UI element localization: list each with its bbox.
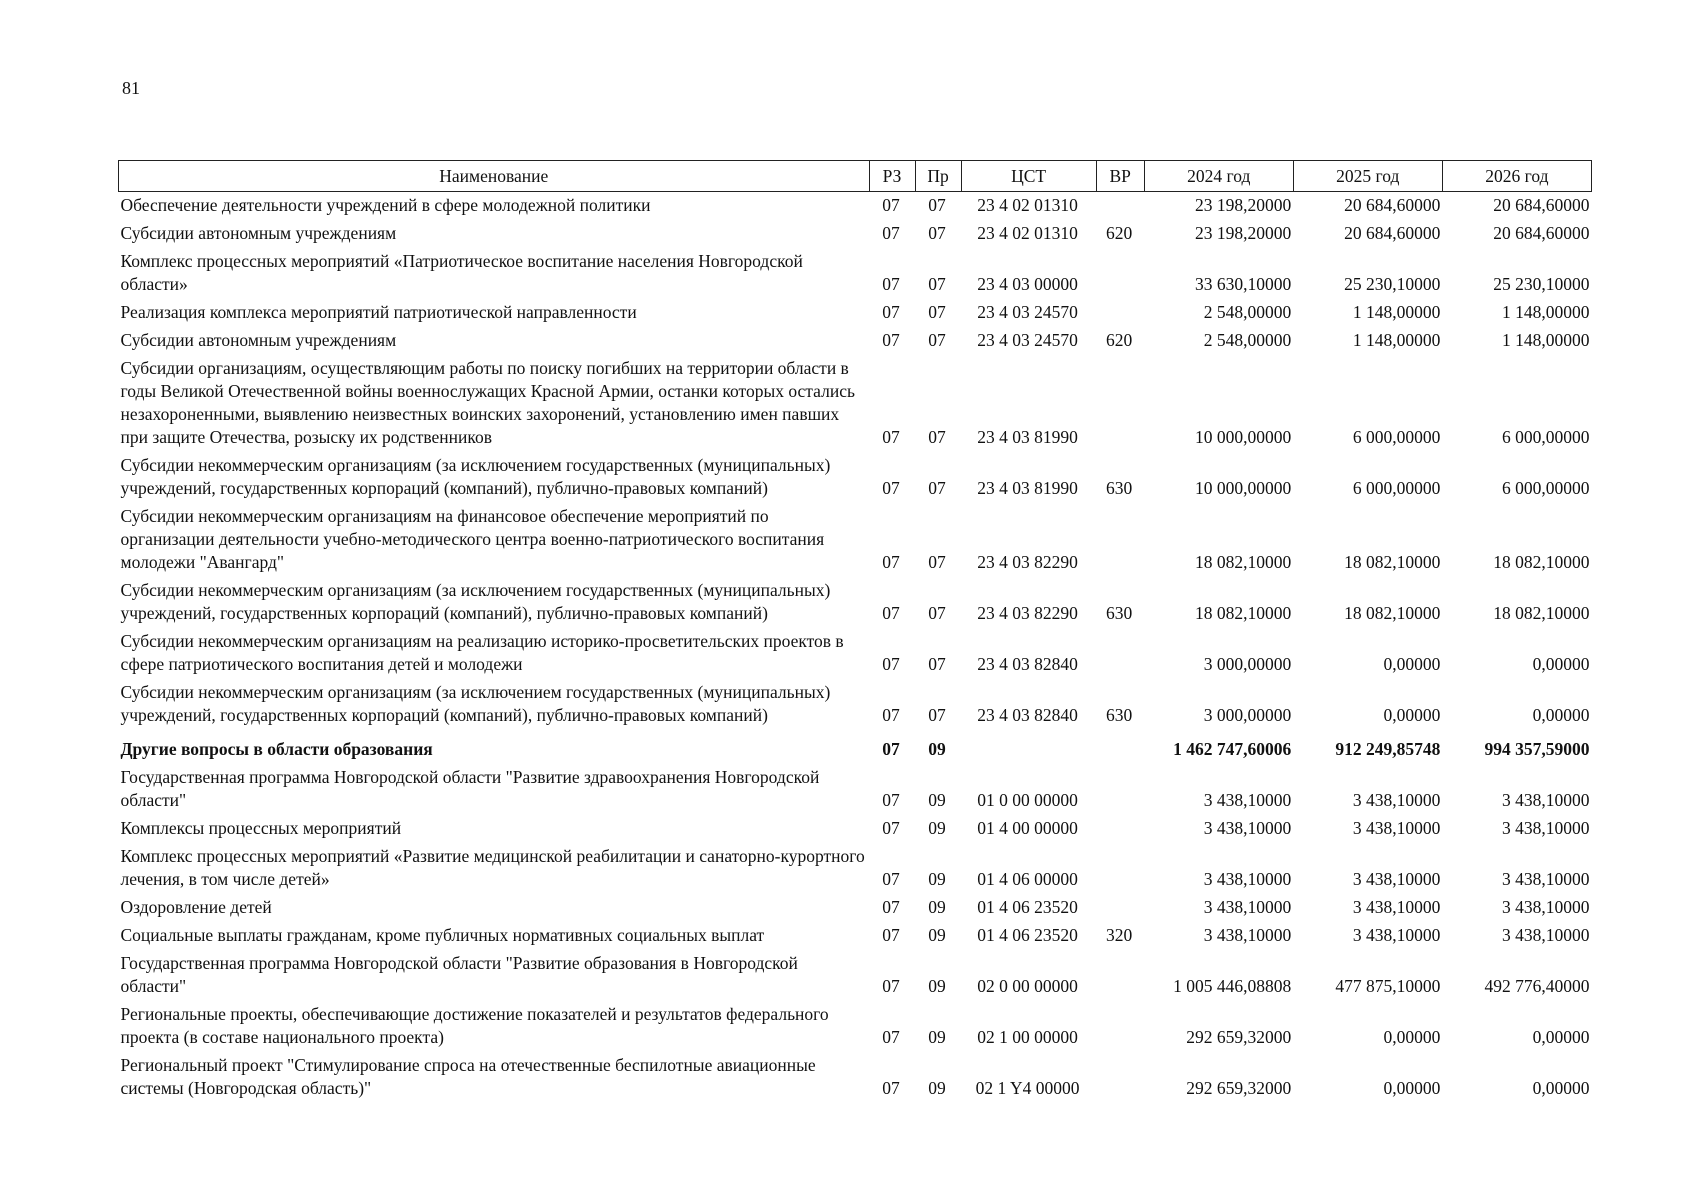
cell-2026: 0,00000 xyxy=(1532,1078,1590,1098)
cell-name: Реализация комплекса мероприятий патриотической направленности xyxy=(120,302,637,322)
cell-pr: 09 xyxy=(928,925,946,945)
cell-2024: 3 438,10000 xyxy=(1203,818,1292,838)
cell-pr: 09 xyxy=(928,739,946,759)
cell-2026: 3 438,10000 xyxy=(1502,790,1590,810)
table-row xyxy=(119,730,1592,764)
cell-vr xyxy=(1096,503,1144,577)
cell-rz: 07 xyxy=(882,790,900,810)
cell-pr: 07 xyxy=(928,705,946,725)
cell-cst: 01 4 00 00000 xyxy=(977,818,1078,838)
cell-2024: 3 000,00000 xyxy=(1203,654,1292,674)
cell-rz: 07 xyxy=(882,739,900,759)
page-number: 81 xyxy=(122,78,140,98)
cell-pr: 07 xyxy=(928,654,946,674)
cell-2026: 1 148,00000 xyxy=(1502,302,1590,322)
cell-2026: 1 148,00000 xyxy=(1502,330,1590,350)
cell-pr: 07 xyxy=(928,302,946,322)
cell-2025: 0,00000 xyxy=(1383,654,1441,674)
cell-2025: 0,00000 xyxy=(1383,705,1441,725)
cell-2024: 18 082,10000 xyxy=(1195,552,1292,572)
cell-2025: 1 148,00000 xyxy=(1352,302,1441,322)
cell-2024: 1 005 446,08808 xyxy=(1173,976,1292,996)
cell-pr: 07 xyxy=(928,427,946,447)
cell-cst: 23 4 03 82840 xyxy=(977,705,1078,725)
cell-pr: 09 xyxy=(928,869,946,889)
header-rz: РЗ xyxy=(869,161,915,192)
cell-2024: 23 198,20000 xyxy=(1195,195,1292,215)
cell-vr: 620 xyxy=(1106,223,1133,243)
cell-2024: 2 548,00000 xyxy=(1203,330,1292,350)
cell-cst: 23 4 03 81990 xyxy=(977,427,1078,447)
budget-table xyxy=(118,160,1592,1103)
cell-rz: 07 xyxy=(882,302,900,322)
cell-2025: 477 875,10000 xyxy=(1335,976,1441,996)
cell-2024: 3 438,10000 xyxy=(1203,925,1292,945)
table-row xyxy=(119,248,1592,299)
cell-vr xyxy=(1096,355,1144,452)
table-row xyxy=(119,192,1592,221)
cell-pr: 09 xyxy=(928,790,946,810)
cell-2024: 292 659,32000 xyxy=(1186,1027,1292,1047)
cell-cst: 01 4 06 23520 xyxy=(977,925,1078,945)
cell-vr xyxy=(1096,299,1144,327)
cell-cst: 23 4 03 82290 xyxy=(977,603,1078,623)
cell-cst: 23 4 03 24570 xyxy=(977,330,1078,350)
cell-rz: 07 xyxy=(882,869,900,889)
cell-2025: 20 684,60000 xyxy=(1344,195,1441,215)
cell-pr: 09 xyxy=(928,1078,946,1098)
cell-vr xyxy=(1096,843,1144,894)
cell-2024: 3 438,10000 xyxy=(1203,869,1292,889)
cell-cst: 23 4 02 01310 xyxy=(977,223,1078,243)
cell-2026: 6 000,00000 xyxy=(1502,427,1590,447)
cell-name: Субсидии некоммерческим организациям (за исключением государственных (муниципальных) учреждений, государственных корпораций (компаний), публично-правовых компаний) xyxy=(120,682,831,725)
cell-2025: 3 438,10000 xyxy=(1352,869,1441,889)
cell-cst: 23 4 03 82290 xyxy=(977,552,1078,572)
cell-pr: 07 xyxy=(928,478,946,498)
cell-2024: 292 659,32000 xyxy=(1186,1078,1292,1098)
cell-2024: 10 000,00000 xyxy=(1195,427,1292,447)
cell-cst: 01 4 06 00000 xyxy=(977,869,1078,889)
cell-name: Государственная программа Новгородской области "Развитие здравоохранения Новгородской области" xyxy=(120,767,820,810)
cell-pr: 07 xyxy=(928,223,946,243)
cell-vr xyxy=(1096,248,1144,299)
table-row xyxy=(119,950,1592,1001)
cell-name: Субсидии некоммерческим организациям (за исключением государственных (муниципальных) учреждений, государственных корпораций (компаний), публично-правовых компаний) xyxy=(120,580,831,623)
cell-2025: 3 438,10000 xyxy=(1352,925,1441,945)
table-row xyxy=(119,764,1592,815)
table-row xyxy=(119,894,1592,922)
cell-vr xyxy=(1096,1001,1144,1052)
cell-2024: 18 082,10000 xyxy=(1195,603,1292,623)
cell-2025: 0,00000 xyxy=(1383,1027,1441,1047)
cell-vr xyxy=(1096,894,1144,922)
cell-rz: 07 xyxy=(882,654,900,674)
cell-vr xyxy=(1096,730,1144,764)
cell-name: Обеспечение деятельности учреждений в сфере молодежной политики xyxy=(120,195,651,215)
cell-vr xyxy=(1096,192,1144,221)
cell-cst: 23 4 03 00000 xyxy=(977,274,1078,294)
cell-rz: 07 xyxy=(882,897,900,917)
cell-name: Государственная программа Новгородской области "Развитие образования в Новгородской области" xyxy=(120,953,798,996)
header-pr: Пр xyxy=(915,161,961,192)
table-row xyxy=(119,843,1592,894)
cell-2026: 3 438,10000 xyxy=(1502,818,1590,838)
cell-vr xyxy=(1096,764,1144,815)
cell-name: Субсидии некоммерческим организациям (за исключением государственных (муниципальных) учреждений, государственных корпораций (компаний), публично-правовых компаний) xyxy=(120,455,831,498)
cell-vr: 630 xyxy=(1106,705,1133,725)
cell-name: Региональный проект "Стимулирование спроса на отечественные беспилотные авиационные системы (Новгородская область)" xyxy=(120,1055,816,1098)
cell-2026: 25 230,10000 xyxy=(1493,274,1590,294)
cell-2026: 492 776,40000 xyxy=(1484,976,1590,996)
table-row xyxy=(119,452,1592,503)
cell-name: Социальные выплаты гражданам, кроме публичных нормативных социальных выплат xyxy=(120,925,765,945)
cell-2026: 0,00000 xyxy=(1532,1027,1590,1047)
table-row xyxy=(119,577,1592,628)
cell-2025: 3 438,10000 xyxy=(1352,818,1441,838)
cell-2026: 0,00000 xyxy=(1532,654,1590,674)
cell-vr xyxy=(1096,1052,1144,1103)
cell-2025: 1 148,00000 xyxy=(1352,330,1441,350)
cell-pr: 07 xyxy=(928,603,946,623)
table-row xyxy=(119,922,1592,950)
table-row xyxy=(119,628,1592,679)
cell-name: Оздоровление детей xyxy=(120,897,272,917)
cell-rz: 07 xyxy=(882,552,900,572)
table-row xyxy=(119,299,1592,327)
cell-2024: 33 630,10000 xyxy=(1195,274,1292,294)
cell-2026: 20 684,60000 xyxy=(1493,195,1590,215)
cell-2026: 0,00000 xyxy=(1532,705,1590,725)
cell-2026: 3 438,10000 xyxy=(1502,869,1590,889)
table-row xyxy=(119,1052,1592,1103)
cell-2025: 3 438,10000 xyxy=(1352,790,1441,810)
cell-rz: 07 xyxy=(882,705,900,725)
cell-2025: 25 230,10000 xyxy=(1344,274,1441,294)
cell-rz: 07 xyxy=(882,1078,900,1098)
cell-rz: 07 xyxy=(882,976,900,996)
cell-2024: 23 198,20000 xyxy=(1195,223,1292,243)
cell-rz: 07 xyxy=(882,195,900,215)
table-row xyxy=(119,1001,1592,1052)
cell-2024: 3 438,10000 xyxy=(1203,790,1292,810)
header-name: Наименование xyxy=(119,161,870,192)
cell-name: Другие вопросы в области образования xyxy=(120,739,433,759)
cell-2025: 6 000,00000 xyxy=(1352,427,1441,447)
cell-cst: 23 4 03 82840 xyxy=(977,654,1078,674)
cell-name: Региональные проекты, обеспечивающие достижение показателей и результатов федерального проекта (в составе национального проекта) xyxy=(120,1004,829,1047)
cell-2026: 3 438,10000 xyxy=(1502,925,1590,945)
cell-name: Субсидии организациям, осуществляющим работы по поиску погибших на территории области в годы Великой Отечественной войны военнослужащих Красной Армии, останки которых остались незахороненными, выявлению неизвестных воинских захоронений, установлению имен павших при защите Отечества, розыску их родственников xyxy=(120,358,855,447)
cell-vr xyxy=(1096,950,1144,1001)
cell-pr: 09 xyxy=(928,976,946,996)
header-cst: ЦСТ xyxy=(961,161,1096,192)
table-row xyxy=(119,355,1592,452)
cell-pr: 07 xyxy=(928,552,946,572)
cell-2025: 3 438,10000 xyxy=(1352,897,1441,917)
table-body xyxy=(119,192,1592,1104)
cell-2024: 1 462 747,60006 xyxy=(1173,739,1292,759)
cell-2026: 3 438,10000 xyxy=(1502,897,1590,917)
cell-rz: 07 xyxy=(882,1027,900,1047)
header-2026: 2026 год xyxy=(1442,161,1591,192)
cell-vr xyxy=(1096,628,1144,679)
cell-pr: 09 xyxy=(928,897,946,917)
cell-name: Субсидии автономным учреждениям xyxy=(120,223,397,243)
cell-2026: 18 082,10000 xyxy=(1493,552,1590,572)
table-header-row xyxy=(119,161,1592,192)
cell-cst: 02 1 00 00000 xyxy=(977,1027,1078,1047)
cell-name: Субсидии автономным учреждениям xyxy=(120,330,397,350)
cell-rz: 07 xyxy=(882,427,900,447)
cell-rz: 07 xyxy=(882,818,900,838)
cell-pr: 07 xyxy=(928,330,946,350)
cell-cst: 01 0 00 00000 xyxy=(977,790,1078,810)
cell-cst: 23 4 03 81990 xyxy=(977,478,1078,498)
cell-rz: 07 xyxy=(882,274,900,294)
cell-2025: 912 249,85748 xyxy=(1335,739,1441,759)
cell-vr: 630 xyxy=(1106,478,1133,498)
cell-2025: 18 082,10000 xyxy=(1344,552,1441,572)
header-2025: 2025 год xyxy=(1293,161,1442,192)
cell-rz: 07 xyxy=(882,478,900,498)
table-row xyxy=(119,327,1592,355)
cell-2024: 3 000,00000 xyxy=(1203,705,1292,725)
cell-rz: 07 xyxy=(882,925,900,945)
cell-cst: 23 4 02 01310 xyxy=(977,195,1078,215)
cell-2026: 994 357,59000 xyxy=(1484,739,1590,759)
table-row xyxy=(119,220,1592,248)
cell-2025: 0,00000 xyxy=(1383,1078,1441,1098)
header-2024: 2024 год xyxy=(1144,161,1293,192)
table-row xyxy=(119,503,1592,577)
cell-pr: 09 xyxy=(928,818,946,838)
cell-rz: 07 xyxy=(882,603,900,623)
cell-2026: 6 000,00000 xyxy=(1502,478,1590,498)
cell-2026: 20 684,60000 xyxy=(1493,223,1590,243)
cell-name: Комплекс процессных мероприятий «Развитие медицинской реабилитации и санаторно-курортного лечения, в том числе детей» xyxy=(120,846,865,889)
cell-2025: 6 000,00000 xyxy=(1352,478,1441,498)
cell-cst: 02 1 Y4 00000 xyxy=(975,1078,1080,1098)
cell-2024: 10 000,00000 xyxy=(1195,478,1292,498)
cell-pr: 07 xyxy=(928,195,946,215)
cell-rz: 07 xyxy=(882,223,900,243)
cell-2024: 2 548,00000 xyxy=(1203,302,1292,322)
cell-name: Комплексы процессных мероприятий xyxy=(120,818,402,838)
cell-2025: 18 082,10000 xyxy=(1344,603,1441,623)
cell-vr: 320 xyxy=(1106,925,1133,945)
table-row xyxy=(119,815,1592,843)
cell-name: Субсидии некоммерческим организациям на финансовое обеспечение мероприятий по организации деятельности учебно-методического центра военно-патриотического воспитания молодежи "Авангард" xyxy=(120,506,825,572)
cell-cst: 02 0 00 00000 xyxy=(977,976,1078,996)
cell-vr xyxy=(1096,815,1144,843)
cell-cst: 01 4 06 23520 xyxy=(977,897,1078,917)
cell-rz: 07 xyxy=(882,330,900,350)
cell-2026: 18 082,10000 xyxy=(1493,603,1590,623)
cell-name: Комплекс процессных мероприятий «Патриотическое воспитание населения Новгородской области» xyxy=(120,251,803,294)
cell-vr: 630 xyxy=(1106,603,1133,623)
cell-cst: 23 4 03 24570 xyxy=(977,302,1078,322)
table-row xyxy=(119,679,1592,730)
cell-2025: 20 684,60000 xyxy=(1344,223,1441,243)
header-vr: ВР xyxy=(1096,161,1144,192)
cell-pr: 09 xyxy=(928,1027,946,1047)
cell-2024: 3 438,10000 xyxy=(1203,897,1292,917)
cell-cst xyxy=(961,730,1096,764)
cell-name: Субсидии некоммерческим организациям на реализацию историко-просветительских проектов в сфере патриотического воспитания детей и молодежи xyxy=(120,631,844,674)
cell-pr: 07 xyxy=(928,274,946,294)
cell-vr: 620 xyxy=(1106,330,1133,350)
